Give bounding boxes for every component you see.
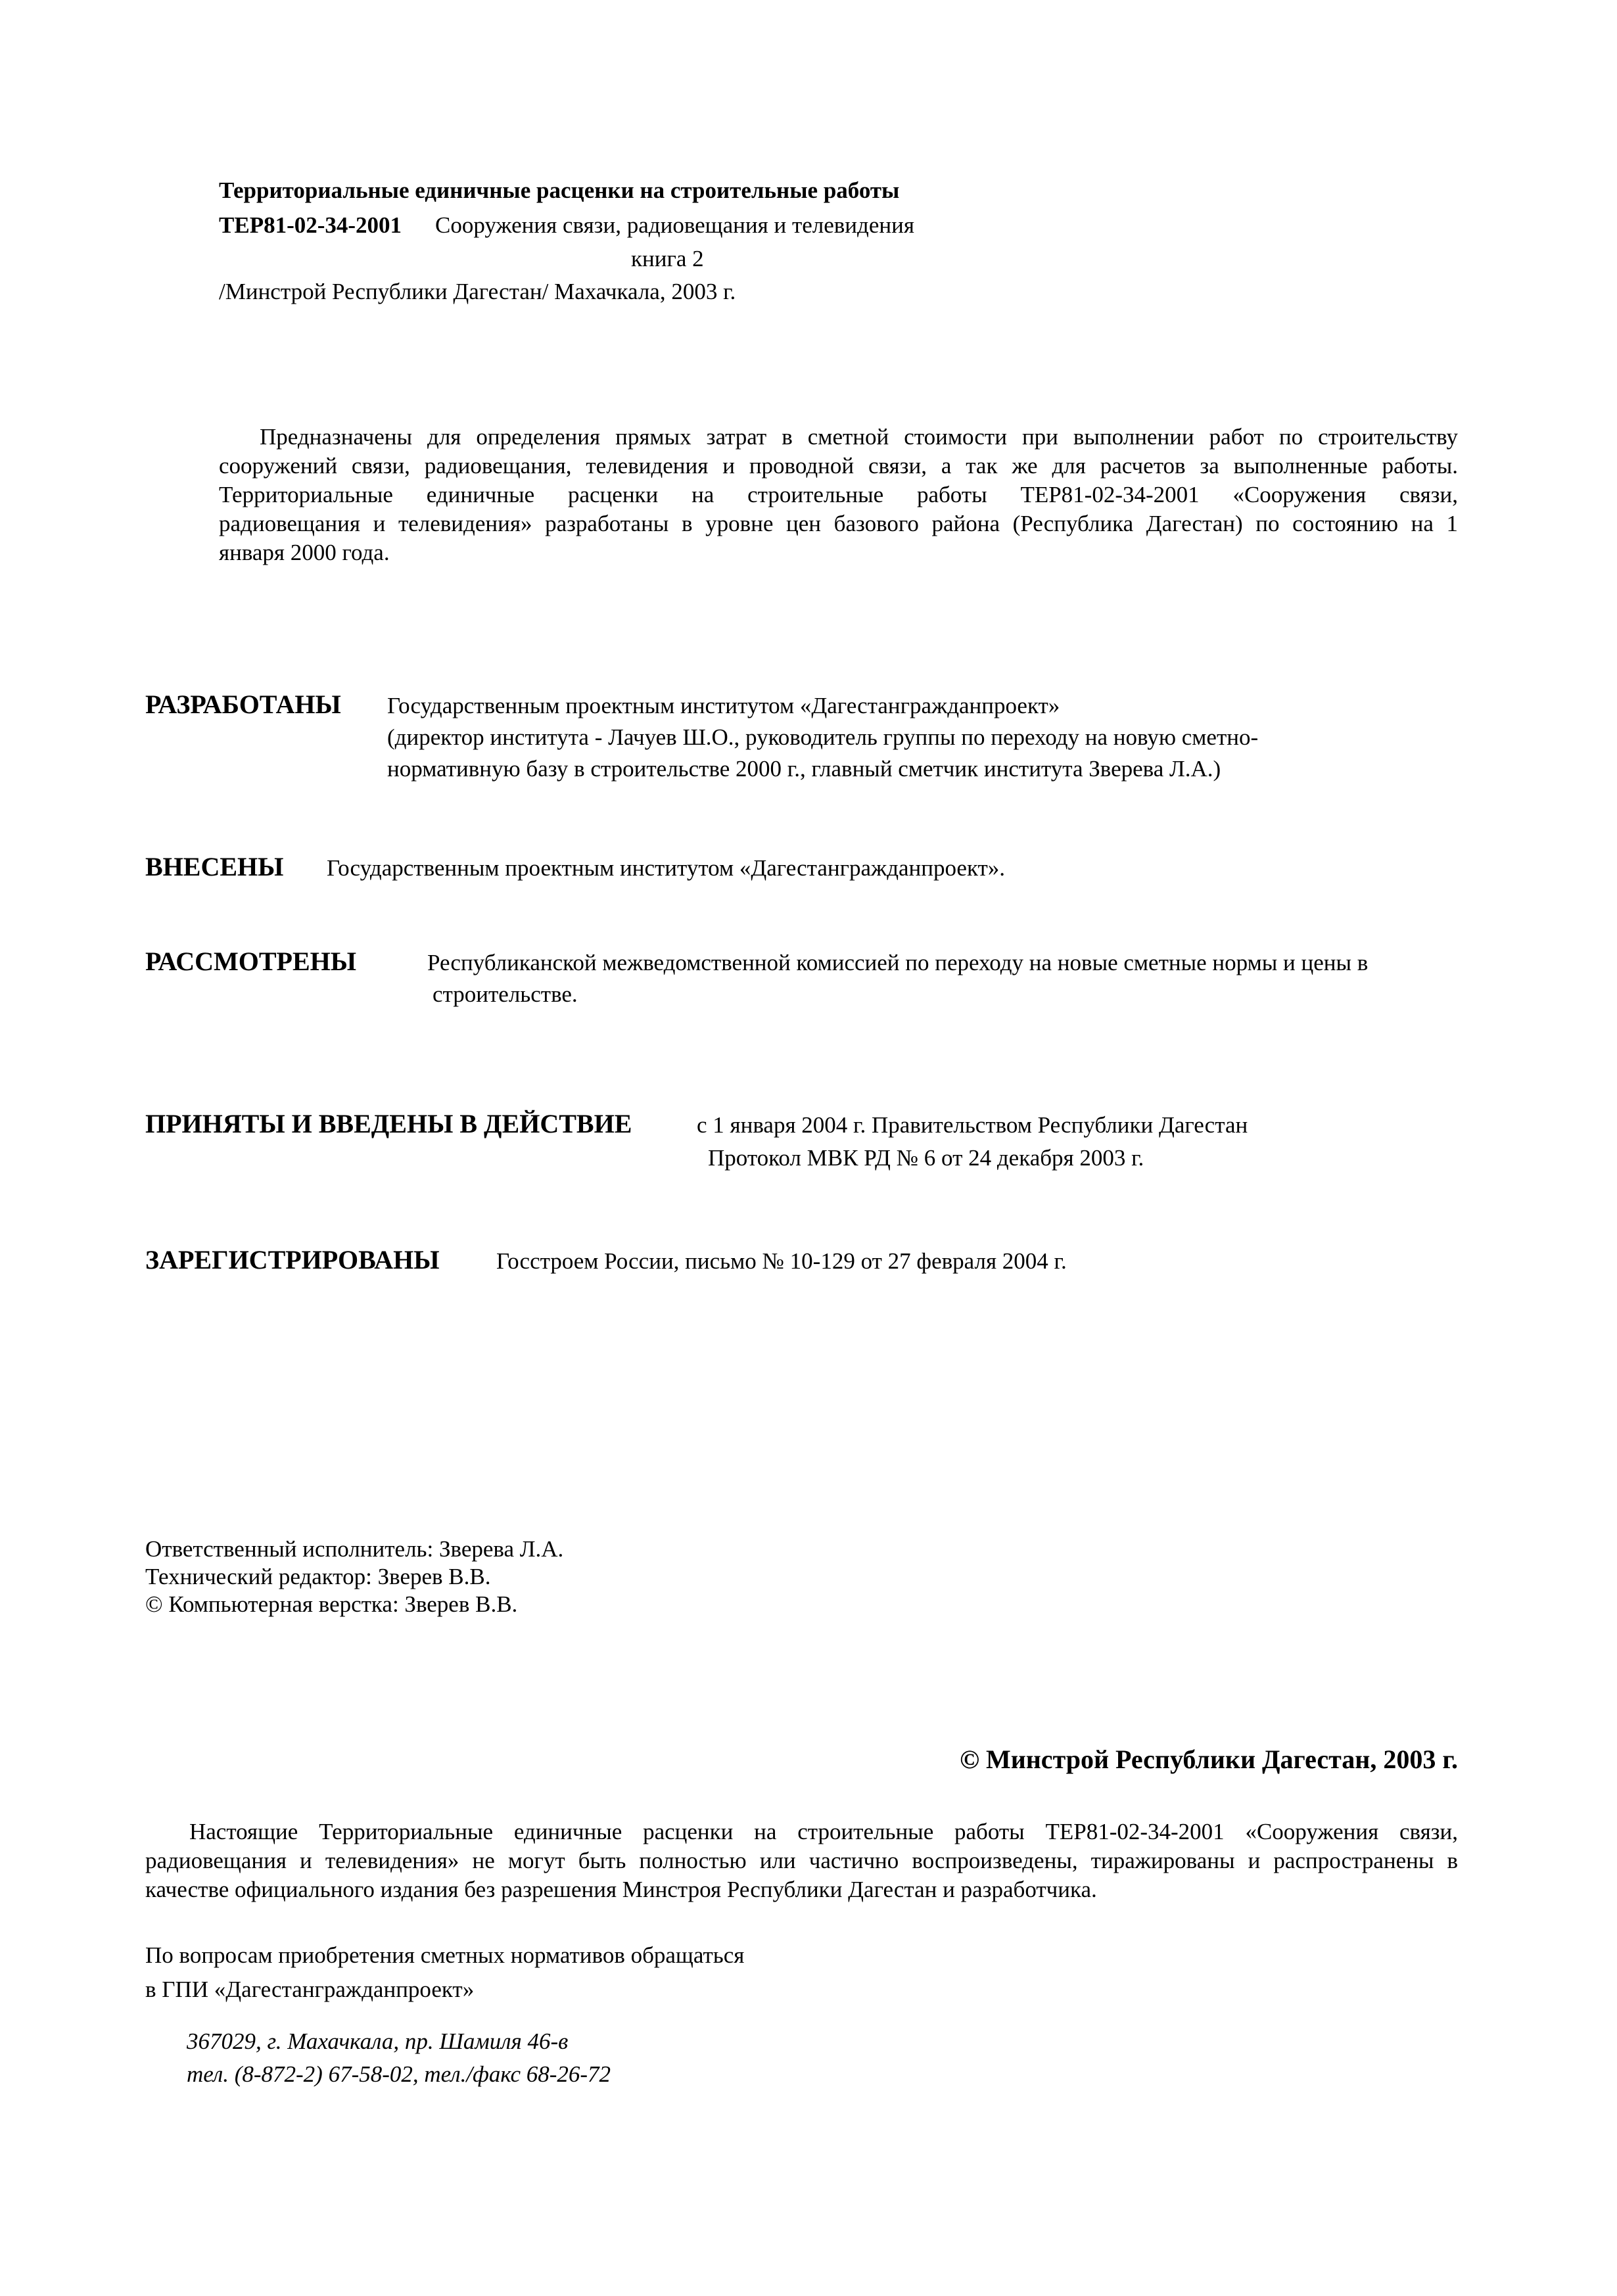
reviewed-line: строительстве. bbox=[433, 981, 578, 1007]
credits-line: Технический редактор: Зверев В.В. bbox=[145, 1564, 491, 1589]
registered-heading: ЗАРЕГИСТРИРОВАНЫ bbox=[145, 1245, 440, 1275]
contact-line: в ГПИ «Дагестангражданпроект» bbox=[145, 1977, 475, 2002]
copyright-notice-line: радиовещания и телевидения» не могут быть полностью или частично воспроизведены, тиражированы и распространены в bbox=[145, 1848, 1458, 1873]
copyright-notice bbox=[145, 1817, 1458, 1904]
credits-line: Ответственный исполнитель: Зверева Л.А. bbox=[145, 1536, 564, 1562]
contact-phone: тел. (8-872-2) 67-58-02, тел./факс 68-26-72 bbox=[187, 2061, 611, 2087]
submitted-text: Государственным проектным институтом «Дагестангражданпроект». bbox=[327, 855, 1006, 881]
purpose-line: радиовещания и телевидения» разработаны в уровне цен базового района (Республика Дагестан) по состоянию на 1 bbox=[219, 511, 1458, 536]
contact-address: 367029, г. Махачкала, пр. Шамиля 46-в bbox=[187, 2028, 569, 2054]
purpose-line: сооружений связи, радиовещания, телевидения и проводной связи, а так же для расчетов за выполненные работы. bbox=[219, 453, 1458, 479]
developed-heading: РАЗРАБОТАНЫ bbox=[145, 690, 341, 719]
developed-line: нормативную базу в строительстве 2000 г., главный сметчик института Зверева Л.А.) bbox=[387, 756, 1221, 782]
contact-line: По вопросам приобретения сметных нормативов обращаться bbox=[145, 1942, 745, 1968]
document-book: книга 2 bbox=[631, 246, 704, 271]
document-publisher: /Минстрой Республики Дагестан/ Махачкала, 2003 г. bbox=[219, 279, 736, 304]
document-code: ТЕР81-02-34-2001 bbox=[219, 212, 402, 238]
adopted-heading: ПРИНЯТЫ И ВВЕДЕНЫ В ДЕЙСТВИЕ bbox=[145, 1109, 632, 1138]
copyright-notice-line: качестве официального издания без разрешения Минстроя Республики Дагестан и разработчика. bbox=[145, 1877, 1097, 1902]
registered-text: Госстроем России, письмо № 10-129 от 27 февраля 2004 г. bbox=[496, 1248, 1067, 1274]
purpose-paragraph bbox=[219, 423, 1458, 567]
purpose-line: января 2000 года. bbox=[219, 540, 390, 565]
developed-line: (директор института - Лачуев Ш.О., руководитель группы по переходу на новую сметно- bbox=[387, 724, 1259, 750]
purpose-line: Территориальные единичные расценки на строительные работы ТЕР81-02-34-2001 «Сооружения связи, bbox=[219, 482, 1458, 507]
adopted-line: с 1 января 2004 г. Правительством Республики Дагестан bbox=[697, 1112, 1248, 1138]
copyright-line: © Минстрой Республики Дагестан, 2003 г. bbox=[960, 1745, 1458, 1774]
reviewed-heading: РАССМОТРЕНЫ bbox=[145, 947, 357, 976]
developed-line: Государственным проектным институтом «Дагестангражданпроект» bbox=[387, 693, 1060, 718]
reviewed-line: Республиканской межведомственной комиссией по переходу на новые сметные нормы и цены в bbox=[427, 950, 1369, 975]
credits-line: © Компьютерная верстка: Зверев В.В. bbox=[145, 1591, 518, 1617]
document-title: Территориальные единичные расценки на строительные работы bbox=[219, 177, 900, 203]
document-subject: Сооружения связи, радиовещания и телевидения bbox=[435, 212, 914, 238]
submitted-heading: ВНЕСЕНЫ bbox=[145, 852, 284, 881]
adopted-line: Протокол МВК РД № 6 от 24 декабря 2003 г. bbox=[708, 1145, 1144, 1171]
copyright-notice-line: Настоящие Территориальные единичные расценки на строительные работы ТЕР81-02-34-2001 «Сооружения связи, bbox=[189, 1819, 1458, 1844]
purpose-line: Предназначены для определения прямых затрат в сметной стоимости при выполнении работ по строительству bbox=[260, 424, 1458, 450]
